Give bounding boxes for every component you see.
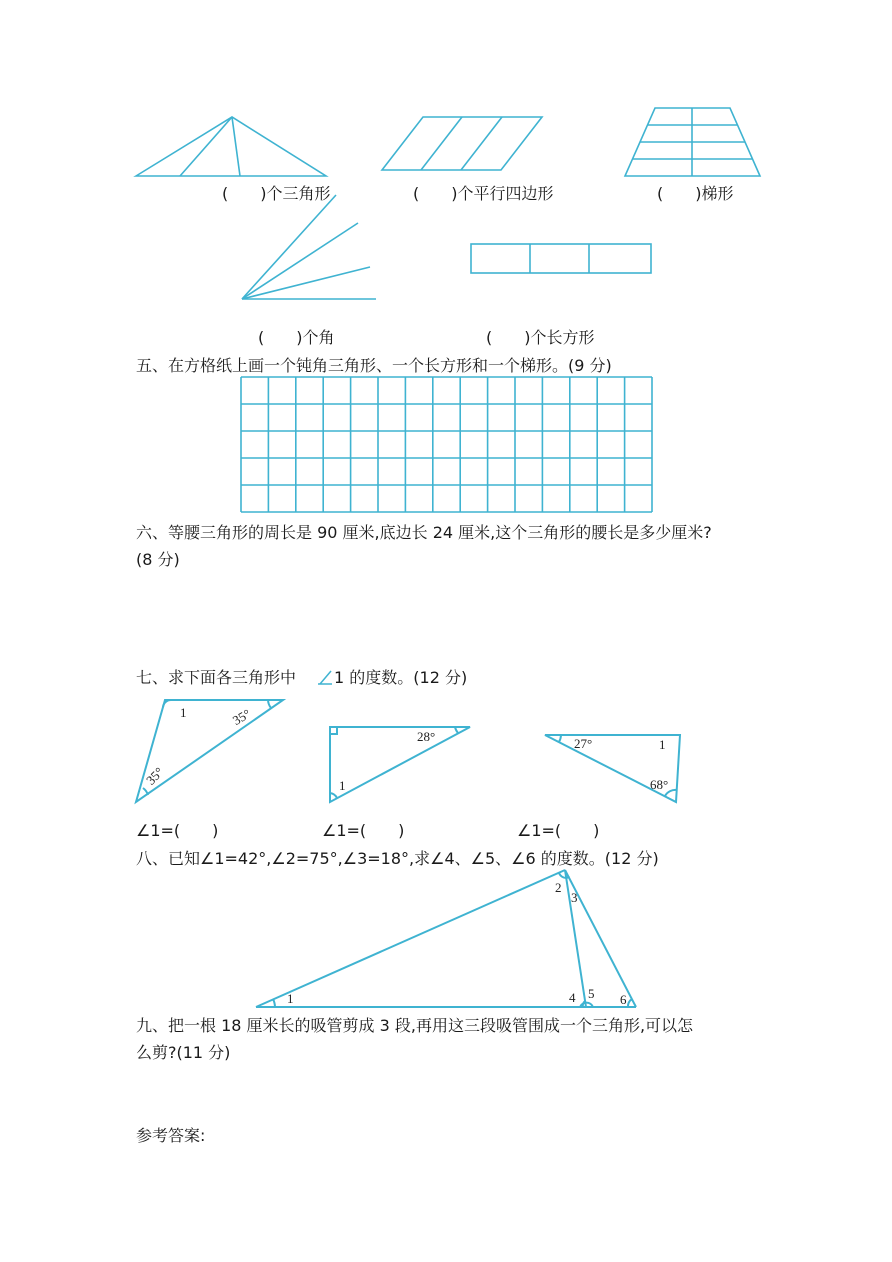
triangle-2-angle: 28° bbox=[417, 729, 436, 744]
blank-trapezoid-count: ( )梯形 bbox=[657, 184, 734, 203]
section6-line2: (8 分) bbox=[136, 550, 180, 569]
triangle-1-angle-top: 35° bbox=[229, 705, 254, 728]
blank-rectangle-count: ( )个长方形 bbox=[486, 328, 595, 347]
answers-title: 参考答案: bbox=[136, 1126, 206, 1145]
triangle-1-angle-bottom: 35° bbox=[142, 764, 167, 788]
triangle-1-label-1: 1 bbox=[180, 705, 187, 720]
triangle-1-figure bbox=[136, 700, 283, 802]
triangle-3-figure bbox=[545, 735, 680, 802]
triangle-2-figure bbox=[330, 727, 470, 802]
section8-label-4: 4 bbox=[569, 990, 576, 1005]
trapezoid-figure bbox=[625, 108, 760, 176]
triangle-3-angle-top: 27° bbox=[574, 736, 593, 751]
section6-line1: 六、等腰三角形的周长是 90 厘米,底边长 24 厘米,这个三角形的腰长是多少厘米? bbox=[136, 523, 712, 542]
triangle-2-answer: ∠1=( ) bbox=[322, 821, 405, 840]
blank-angle-count: ( )个角 bbox=[258, 328, 335, 347]
angle-rays-figure bbox=[242, 195, 376, 299]
blank-triangle-count: ( )个三角形 bbox=[222, 184, 331, 203]
parallelogram-figure bbox=[382, 117, 542, 170]
angle-icon bbox=[318, 671, 332, 684]
blank-parallelogram-count: ( )个平行四边形 bbox=[413, 184, 554, 203]
section8-label-2: 2 bbox=[555, 880, 562, 895]
section8-label-6: 6 bbox=[620, 992, 627, 1007]
triangle-3-angle-bottom: 68° bbox=[650, 777, 669, 792]
triangle-2-label-1: 1 bbox=[339, 778, 346, 793]
section8-label-5: 5 bbox=[588, 986, 595, 1001]
rectangles-figure bbox=[471, 244, 651, 273]
triangle-3-label-1: 1 bbox=[659, 737, 666, 752]
grid-paper bbox=[241, 377, 652, 512]
section9-line1: 九、把一根 18 厘米长的吸管剪成 3 段,再用这三段吸管围成一个三角形,可以怎 bbox=[136, 1016, 694, 1035]
triangle-3-answer: ∠1=( ) bbox=[517, 821, 600, 840]
section9-line2: 么剪?(11 分) bbox=[136, 1043, 231, 1062]
triangle-1-answer: ∠1=( ) bbox=[136, 821, 219, 840]
section7-title-b: 1 的度数。(12 分) bbox=[334, 668, 468, 687]
section8-label-1: 1 bbox=[287, 991, 294, 1006]
section7-title-a: 七、求下面各三角形中 bbox=[136, 668, 297, 687]
section8-title: 八、已知∠1=42°,∠2=75°,∠3=18°,求∠4、∠5、∠6 的度数。(12 分) bbox=[136, 849, 659, 868]
section8-label-3: 3 bbox=[571, 890, 578, 905]
section5-title: 五、在方格纸上画一个钝角三角形、一个长方形和一个梯形。(9 分) bbox=[136, 356, 612, 375]
triangle-fan-figure bbox=[136, 117, 326, 176]
section8-figure bbox=[256, 870, 636, 1007]
